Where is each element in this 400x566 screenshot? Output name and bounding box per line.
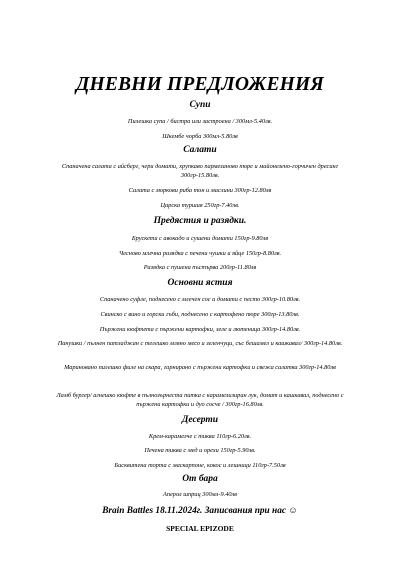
- menu-item: Разядка с пушена пъстърва 200гр-11.80лв: [143, 264, 257, 271]
- menu-item: Спаначена салата с айсберг, чери домати, хрупкаво пармезаново пюре и майонезено-горчичен дресинг 300гр-15.80лв.: [61, 163, 339, 179]
- section-heading-desserts: Десерти: [181, 415, 219, 425]
- menu-item: Мариновано пилешко филе на скара, гарнирано с пържени картофки и свежа салатка 300гр-14.80лв: [64, 364, 336, 371]
- menu-item: Крем-карамелче с тиква 110гр-6.20лв.: [148, 433, 252, 440]
- menu-item: Бисквитена торта с маскарпоне, кокос и лешници 110гр-7.50лв: [114, 462, 286, 469]
- menu-item: Спаначено суфле, поднесено с млечен сос и домати с песто 300гр-10.80лв.: [99, 296, 301, 303]
- section-heading-mains: Основни ястия: [167, 278, 233, 288]
- special-episode-label: SPECIAL EPIZODE: [166, 524, 234, 533]
- menu-item: Печена тиква с мед и орехи 150гр-5.90лв.: [144, 447, 256, 454]
- menu-item: Царска туршия 250гр-7.40лв.: [160, 202, 240, 209]
- menu-item: Пържени кюфтета с пържени картофки, зеле и лютеница 300гр-14.80лв.: [99, 326, 301, 333]
- menu-item: Шкембе чорба 300мл-5.80лв: [162, 133, 238, 140]
- brain-battles-announcement: Brain Battles 18.11.2024г. Записвания при нас ☺: [102, 506, 298, 516]
- menu-item: Брускети с авокадо и сушени домати 150гр-9.80лв: [131, 235, 269, 242]
- menu-item: Свинско с вино и горски гъби, поднесено с картофено пюре 300гр-13.80лв.: [100, 311, 300, 318]
- section-heading-starters: Предястия и разядки.: [153, 216, 247, 226]
- page-title: ДНЕВНИ ПРЕДЛОЖЕНИЯ: [75, 74, 325, 95]
- menu-item: Пилешка супа / бистра или застроена / 300мл-5.40лв.: [127, 118, 273, 125]
- menu-item: Салата с моркови риба тон и маслини 300гр-12.80лв: [128, 187, 272, 194]
- menu-item: Ламб бургер/ агнешко кюфте в пълнозърнеста питка с карамелизиран лук, домат и кашкавал, поднесено с пържени картофки и дуо сосче / 300гр-16.80лв.: [56, 392, 344, 408]
- section-heading-bar: От бара: [182, 474, 218, 484]
- menu-item: Панушки / пълнен патладжан с телешко мляно месо и зеленчуци, със бешамел и кашкавал/ 300гр-14.80лв.: [57, 340, 343, 347]
- menu-item: Аперол шприц 300мл-9.40лв: [163, 491, 237, 498]
- section-heading-salads: Салати: [183, 145, 217, 155]
- menu-item: Чесново млечна разядка с печени чушки и яйце 150гр-8.80лв.: [118, 250, 282, 257]
- section-heading-soups: Супи: [189, 100, 211, 110]
